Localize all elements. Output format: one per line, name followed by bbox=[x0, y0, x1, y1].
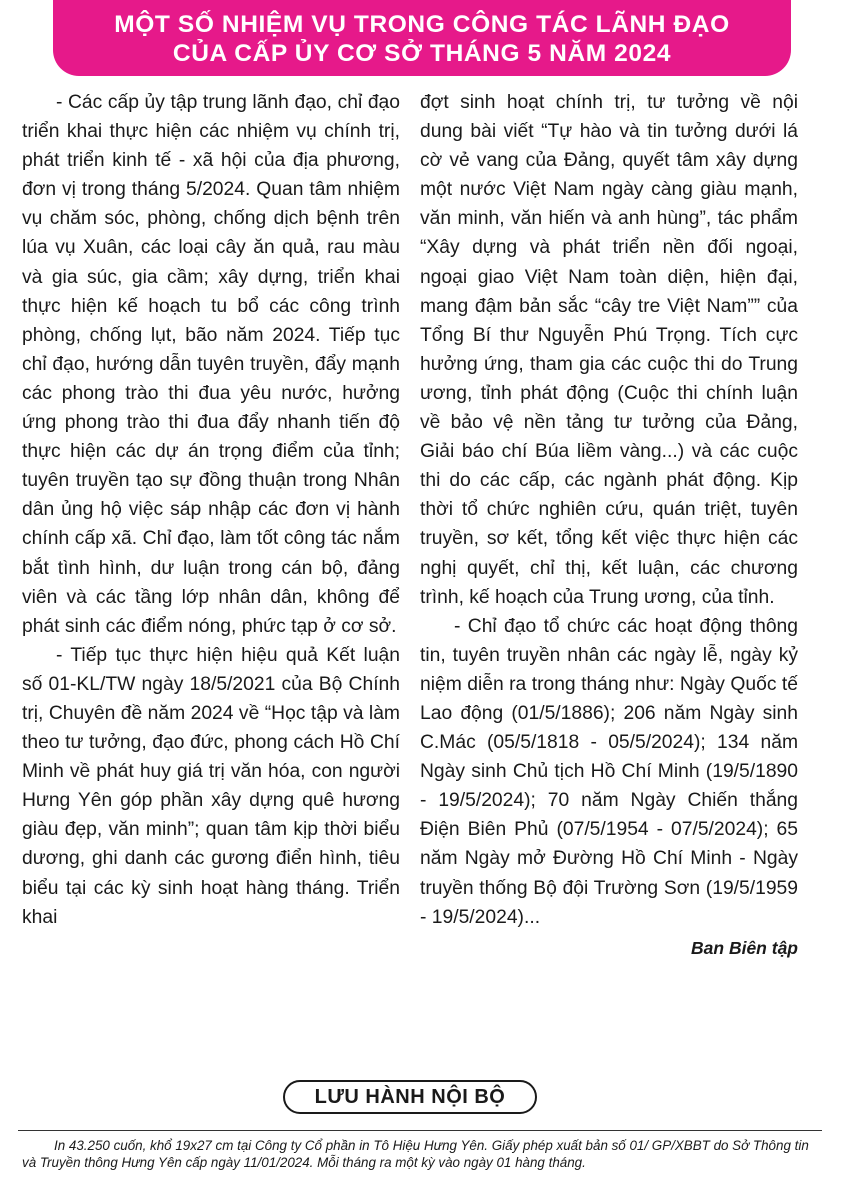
body-paragraph-2-continued: đợt sinh hoạt chính trị, tư tưởng về nội dung bài viết “Tự hào và tin tưởng dưới lá cờ vẻ vang của Đảng, quyết tâm xây dựng một nước Việt Nam ngày càng giàu mạnh, văn minh, văn hiến và anh hùng”, tác phẩm “Xây dựng và phát triển nền đối ngoại, ngoại giao Việt Nam toàn diện, hiện đại, mang đậm bản sắc “cây tre Việt Nam”” của Tổng Bí thư Nguyễn Phú Trọng. Tích cực hưởng ứng, tham gia các cuộc thi do Trung ương, tỉnh phát động (Cuộc thi chính luận về bảo vệ nền tảng tư tưởng của Đảng, Giải báo chí Búa liềm vàng...) và các cuộc thi do các cấp, các ngành phát động. Kịp thời tổ chức nghiên cứu, quán triệt, tuyên truyền, sơ kết, tổng kết việc thực hiện các nghị quyết, chỉ thị, kết luận, các chương trình, kế hoạch của Trung ương, của tỉnh. bbox=[420, 92, 798, 608]
footer-divider bbox=[18, 1130, 822, 1131]
body-paragraph-2-start: - Tiếp tục thực hiện hiệu quả Kết luận số 01-KL/TW ngày 18/5/2021 của Bộ Chính trị, Chuyên đề năm 2024 về “Học tập và làm theo tư tưởng, đạo đức, phong cách Hồ Chí Minh về phát huy giá trị văn hóa, con người Hưng Yên góp phần xây dựng quê hương giàu đẹp, văn minh”; quan tâm kịp thời biểu dương, ghi danh các gương điển hình, tiêu biểu tại các kỳ sinh hoạt hàng tháng. Triển khai bbox=[22, 644, 400, 928]
left-column bbox=[22, 88, 400, 932]
right-column bbox=[420, 88, 798, 963]
body-paragraph-1: - Các cấp ủy tập trung lãnh đạo, chỉ đạo triển khai thực hiện các nhiệm vụ chính trị, phát triển kinh tế - xã hội của địa phương, đơn vị trong tháng 5/2024. Quan tâm nhiệm vụ chăm sóc, phòng, chống dịch bệnh trên lúa vụ Xuân, các loại cây ăn quả, rau màu và gia súc, gia cầm; xây dựng, triển khai thực hiện kế hoạch tu bổ các công trình phòng, chống lụt, bão năm 2024. Tiếp tục chỉ đạo, hướng dẫn tuyên truyền, đẩy mạnh các phong trào thi đua yêu nước, hưởng ứng phong trào thi đua đẩy nhanh tiến độ thực hiện các dự án trọng điểm của tỉnh; tuyên truyền tạo sự đồng thuận trong Nhân dân ủng hộ việc sáp nhập các đơn vị hành chính cấp xã. Chỉ đạo, làm tốt công tác nắm bắt tình hình, dư luận trong cán bộ, đảng viên và các tầng lớp nhân dân, không để phát sinh các điểm nóng, phức tạp ở cơ sở. bbox=[22, 92, 400, 637]
page-title-line-2: CỦA CẤP ỦY CƠ SỞ THÁNG 5 NĂM 2024 bbox=[172, 40, 672, 67]
footer bbox=[22, 1137, 822, 1171]
title-banner bbox=[53, 0, 791, 76]
internal-circulation-badge: LƯU HÀNH NỘI BỘ bbox=[283, 1080, 537, 1114]
signature: Ban Biên tập bbox=[691, 937, 798, 958]
page-title-line-1: MỘT SỐ NHIỆM VỤ TRONG CÔNG TÁC LÃNH ĐẠO bbox=[114, 11, 730, 38]
publication-info: In 43.250 cuốn, khổ 19x27 cm tại Công ty Cổ phần in Tô Hiệu Hưng Yên. Giấy phép xuất bản số 01/ GP/XBBT do Sở Thông tin và Truyền thông Hưng Yên cấp ngày 11/01/2024. Mỗi tháng ra một kỳ vào ngày 01 hàng tháng. bbox=[22, 1138, 809, 1170]
body-paragraph-3: - Chỉ đạo tổ chức các hoạt động thông tin, tuyên truyền nhân các ngày lễ, ngày kỷ niệm diễn ra trong tháng như: Ngày Quốc tế Lao động (01/5/1886); 206 năm Ngày sinh C.Mác (05/5/1818 - 05/5/2024); 134 năm Ngày sinh Chủ tịch Hồ Chí Minh (19/5/1890 - 19/5/2024); 70 năm Ngày Chiến thắng Điện Biên Phủ (07/5/1954 - 07/5/2024); 65 năm Ngày mở Đường Hồ Chí Minh - Ngày truyền thống Bộ đội Trường Sơn (19/5/1959 - 19/5/2024)... bbox=[420, 615, 798, 928]
